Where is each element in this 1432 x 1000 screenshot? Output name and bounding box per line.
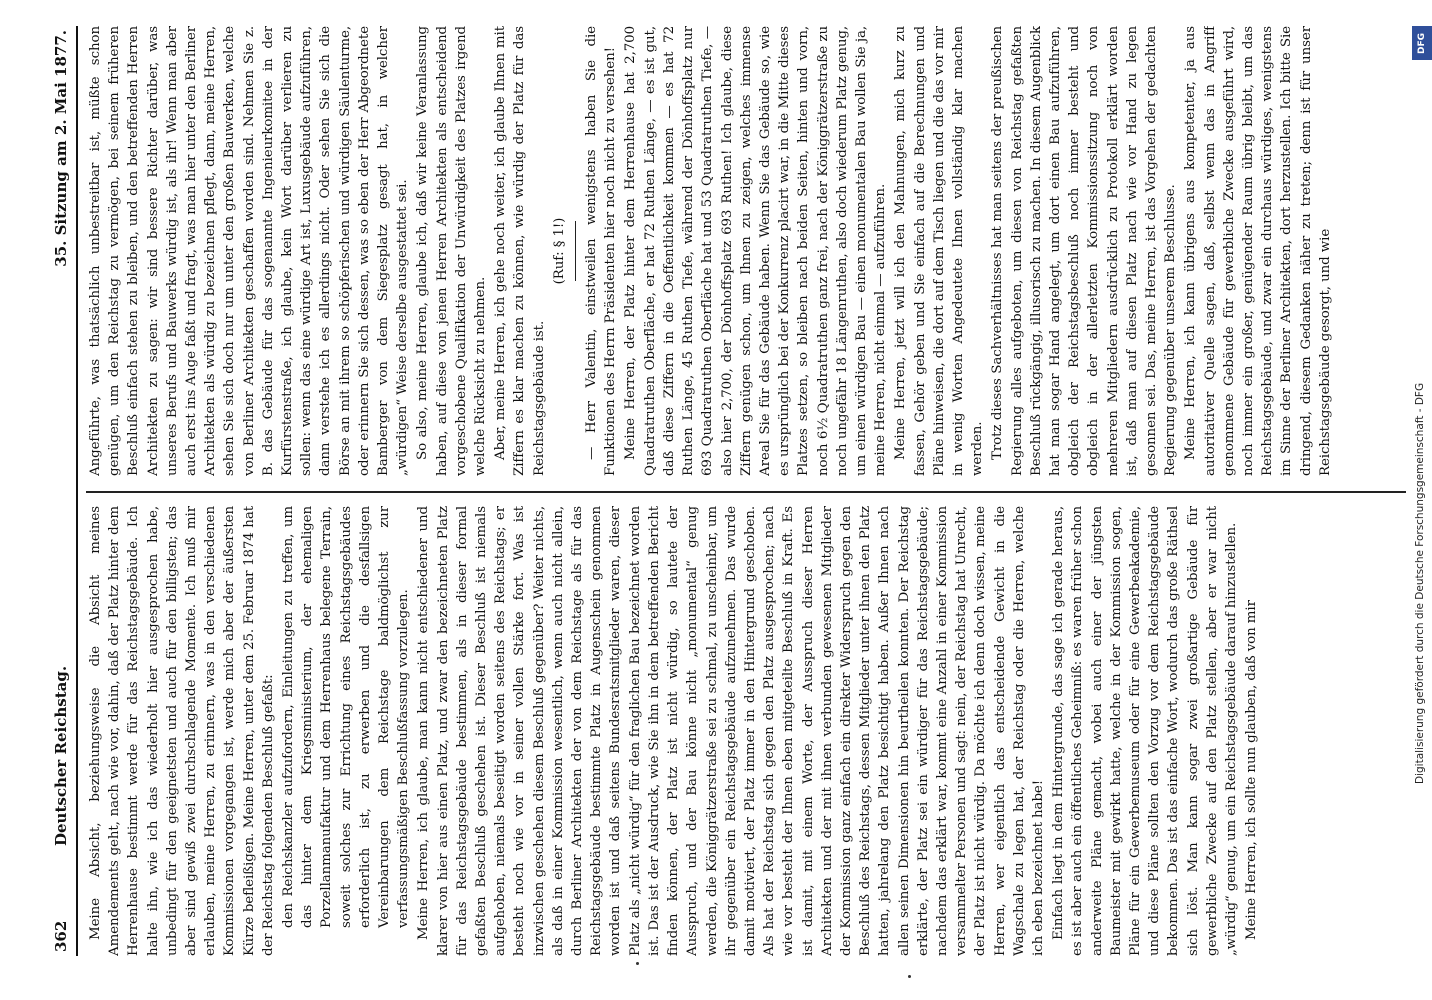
right-column — [86, 26, 1406, 476]
interjection: (Ruf: § 1!) — [551, 217, 567, 285]
paragraph: — Herr Valentin, einstweilen wenigstens haben Sie die Funktionen des Herrn Präsidenten hier noch nicht zu versehen! — [584, 26, 619, 476]
left-column — [86, 506, 1406, 956]
paragraph: Meine Herren, ich sollte nun glauben, daß von mir — [1244, 600, 1260, 940]
paragraph: Angeführte, was thatsächlich unbestreitbar ist, müßte schon genügen, um den Reichstag zu vermögen, bei seinem früheren Beschluß einfach stehen zu bleiben, und den betreffenden Herren Architekten zu sagen: wir sind bessere Richter darüber, was unseres Berufs und Bauwerks würdig ist, als ihr! Wenn man aber auch erst ins Auge faßt und fragt, was man hier unter den Berliner Architekten als würdig zu bezeichnen pflegt, dann, meine Herren, sehen Sie sich doch nur um unter den großen Bauwerken, welche von Berliner Architekten geschaffen worden sind. Nehmen Sie z. B. das Gebäude für das sogenannte Ingenieurkomitee in der Kurfürstenstraße, ich glaube, kein Wort darüber verlieren zu sollen: wenn das eine würdige Art ist, Luxusgebäude aufzuführen, dann verstehe ich es allerdings nicht. Oder sehen Sie sich die Börse an mit ihrem so schöpferischen und würdigen Säulenturme, oder erinnern Sie sich dessen, was so eben der Herr Abgeordnete Bamberger von dem Siegesplatz gesagt hat, in welcher „würdigen“ Weise derselbe ausgestattet sei. — [88, 26, 411, 476]
paragraph: den Reichskanzler aufzufordern, Einleitungen zu treffen, um das hinter dem Kriegsministerium, der ehemaligen Porzellanmanufaktur und dem Herrenhaus belegene Terrain, soweit solches zur Errichtung eines Reichstagsgebäudes erforderlich ist, zu erwerben und die desfallsigen Vereinbarungen dem Reichstage baldmöglichst zur verfassungsmäßigen Beschlußfassung vorzulegen. — [281, 506, 412, 928]
page-number: 362 — [52, 920, 70, 952]
paragraph: Trotz dieses Sachverhältnisses hat man seitens der preußischen Regierung alles aufgeboten, um diesen von Reichstag gefaßten Beschluß rückgängig, illusorisch zu machen. In diesem Augenblick hat man sogar Hand angelegt, um dort einen Bau aufzuführen, obgleich der Reichstagsbeschluß noch immer besteht und obgleich in der allerletzten Kommissionssitzung noch von mehreren Mitgliedern ausdrücklich zu Protokoll erklärt worden ist, daß man auf diesen Platz nach wie vor Hand zu legen gesonnen sei. Das, meine Herren, ist das Vorgehen der gedachten Regierung gegenüber unserem Beschlusse. — [990, 26, 1179, 476]
scan-speck — [636, 962, 639, 965]
text-columns — [86, 26, 1406, 956]
digitization-credit: Digitalisierung gefördert durch die Deutsche Forschungsgemeinschaft - DFG — [1414, 382, 1426, 784]
paragraph: So also, meine Herren, glaube ich, daß wir keine Veranlassung haben, auf diese von jenen Herren Architekten als entscheidend vorgeschobene Qualifikation der Unwürdigkeit des Platzes irgend welche Rücksicht zu nehmen. — [415, 26, 489, 476]
publication-title: Deutscher Reichstag. — [52, 665, 70, 846]
paragraph: Meine Herren, der Platz hinter dem Herrenhause hat 2,700 Quadratruthen Oberfläche, er hat 72 Ruthen Länge, — es ist gut, daß diese Ziffern in die Oeffentlichkeit kommen — es hat 72 Ruthen Länge, 45 Ruthen Tiefe, während der Dönhoffsplatz nur 693 Quadratruthen Oberfläche hat und 53 Quadratruthen Tiefe, — also hier 2,700, der Dönhoffsplatz 693 Ruthen! Ich glaube, diese Ziffern genügen schon, um Ihnen zu zeigen, welches immense Areal Sie für das Gebäude haben. Wenn Sie das Gebäude so, wie es ursprünglich bei der Konkurrenz placirt war, in die Mitte dieses Platzes setzen, so bleiben nach beiden Seiten, hinten und vorn, noch 6½ Quadratruthen ganz frei, nach der Königgrätzerstraße zu noch ungefähr 18 Längenruthen, also doch wiederum Platz genug, um einen würdigen Bau — einen monumentalen Bau wollen Sie ja, meine Herren, nicht einmal — aufzuführen. — [623, 26, 889, 476]
dfg-logo: DFG — [1412, 26, 1432, 60]
scan-speck — [908, 975, 911, 978]
page-header — [46, 26, 78, 956]
column-divider — [86, 491, 1406, 493]
paragraph: Meine Herren, jetzt will ich den Mahnungen, mich kurz zu fassen, Gehör geben und Sie einfach auf die Berechnungen und Pläne hinweisen, die dort auf dem Tisch liegen und die das vor mir in wenig Worten Angedeutete Ihnen vollständig klar machen werden. — [893, 26, 986, 476]
digitization-sidebar — [1412, 20, 1432, 1000]
paragraph: Meine Herren, ich glaube, man kann nicht entschiedener und klarer von hier aus einen Platz, und zwar den bezeichneten Platz für das Reichstagsgebäude bestimmen, als in dieser formal gefaßten Beschluß geschehen ist. Dieser Beschluß ist niemals aufgehoben, niemals beseitigt worden seitens des Reichstags; er besteht noch wie vor in seiner vollen Stärke fort. Was ist inzwischen geschehen diesem Beschluß gegenüber? Weiter nichts, als daß in einer Kommission wesentlich, wenn auch nicht allein, durch Berliner Architekten der von dem Reichstage als für das Reichstagsgebäude bestimmte Platz in Augenschein genommen worden ist und daß seitens Bundesratsmitglieder waren, dieser Platz als „nicht würdig“ für den fraglichen Bau bezeichnet worden ist. Das ist der Ausdruck, wie Sie ihn in dem betreffenden Bericht finden können, der Platz ist nicht würdig, so lautete der Ausspruch, und der Bau könne nicht „monumental“ genug werden, die Königgrätzerstraße sei zu schmal, zu unscheinbar, um ihr gegenüber ein Reichstagsgebäude aufzunehmen. Das wurde damit motiviert, der Platz immer in den Hintergrund geschoben. Als hat der Reichstag sich gegen den Platz ausgesprochen; nach wie vor besteht der Ihnen eben mitgeteilte Beschluß in Kraft. Es ist damit, mit einem Worte, der Ausspruch dieser Herren Architekten und der mit ihnen verbunden gewesenen Mitglieder der Kommission ganz einfach ein direkter Widerspruch gegen den Beschluß des Reichstags, dessen Mitglieder unter ihnen den Platz hatten, jahrelang den Platz besichtigt haben. Außer Ihnen nach allen seinen Dimensionen hin beurtheilen konnten. Der Reichstag erklärte, der Platz sei ein würdiger für das Reichstagsgebäude; nachdem das erklärt war, kommt eine Anzahl in einer Kommission versammelter Personen und sagt: nein, der Reichstag hat Unrecht, der Platz ist nicht würdig. Da möchte ich denn doch wissen, meine Herren, wer eigentlich das entscheidende Gewicht in die Wagschale zu legen hat, der Reichstag oder die Herren, welche ich eben bezeichnet habe! — [416, 506, 1046, 956]
paragraph: Aber, meine Herren, ich gehe noch weiter, ich glaube Ihnen mit Ziffern es klar machen zu können, wie würdig der Platz für das Reichstagsgebäude ist. — [493, 26, 547, 476]
section-rule — [575, 221, 576, 281]
paragraph: Meine Absicht, beziehungsweise die Absicht meines Amendements geht, nach wie vor, dahin, daß der Platz hinter dem Herrenhause bestimmt werde für das Reichstagsgebäude. Ich halte ihn, wie ich das wiederholt hier ausgesprochen habe, unbedingt für den geeignetsten und auch für den billigsten; das aber sind gewiß zwei durchschlagende Momente. Ich muß mir erlauben, meine Herren, zu erinnern, was in den verschiedenen Kommissionen vorgegangen ist, werde mich aber der äußersten Kürze befleißigen. Meine Herren, unter dem 25. Februar 1874 hat der Reichstag folgenden Beschluß gefaßt: — [88, 506, 276, 956]
session-title: 35. Sitzung am 2. Mai 1877. — [52, 30, 70, 267]
paragraph: Meine Herren, ich kann übrigens aus kompetenter, ja aus autoritativer Quelle sagen, daß, selbst wenn das in Angriff genommene Gebäude für gewerbliche Zwecke ausgeführt wird, noch immer ein großer, genügender Raum übrig bleibt, um das Reichstagsgebäude, und zwar ein durchaus würdiges, wenigstens im Sinne der Berliner Architekten, dort herzustellen. Ich bitte Sie dringend, diesem Gedanken näher zu treten; denn ist für unser Reichstagsgebäude gesorgt, und wie — [1183, 26, 1333, 476]
paragraph: Einfach liegt in dem Hintergrunde, das sage ich gerade heraus, es ist aber auch ein öffentliches Geheimniß: es waren früher schon anderweite Pläne gemacht, wobei auch einer der jüngsten Baumeister mit gewirkt hatte, welche in der Kommission sogen, Pläne für ein Gewerbemuseum oder für eine Gewerbeakademie, und diese Pläne sollten den Vorzug vor dem Reichstagsgebäude bekommen. Das ist das einfache Wort, wodurch das große Räthsel sich löst. Man kann sogar zwei großartige Gebäude für gewerbliche Zwecke auf den Platz stellen, aber er war nicht „würdig“ genug, um ein Reichstagsgebäude darauf hinzustellen. — [1051, 506, 1239, 956]
rotated-printed-page — [46, 26, 1416, 956]
